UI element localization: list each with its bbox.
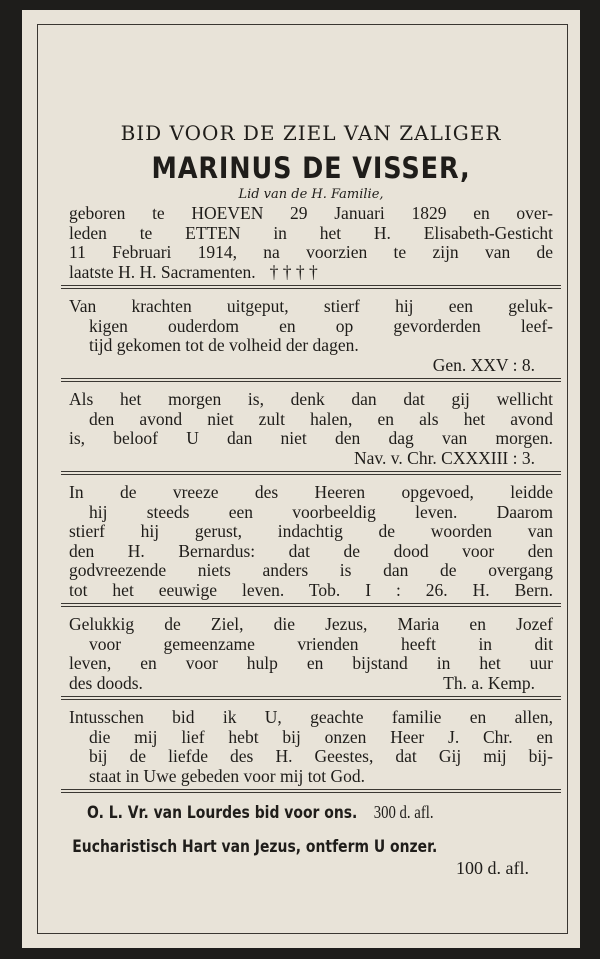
bio-line: laatste H. H. Sacramenten. (69, 261, 256, 282)
verse-line: die mij lief hebt bij onzen Heer J. Chr. en (89, 726, 553, 747)
crosses-decoration: † † † † (269, 261, 318, 282)
biography (69, 204, 553, 282)
prayer-lourdes (69, 801, 466, 824)
verse-line: is, beloof U dan niet den dag van morgen. (69, 428, 553, 448)
verse-line: tot het eeuwige leven. Tob. I : 26. H. Bern. (69, 579, 553, 600)
verse-reference: Nav. v. Chr. CXXXIII : 3. (354, 447, 535, 468)
verse-line: Intusschen bid ik U, geachte familie en allen, (69, 707, 553, 727)
verse-line: In de vreeze des Heeren opgevoed, leidde (69, 482, 553, 502)
heading: BID VOOR DE ZIEL VAN ZALIGER (120, 121, 502, 145)
prayer-card (22, 10, 580, 948)
verse-line: des doods. (69, 672, 143, 693)
divider (61, 471, 561, 475)
verse-line: stierf hij gerust, indachtig de woorden van (69, 521, 553, 541)
bio-line-last (69, 263, 553, 283)
deceased-name: MARINUS DE VISSER, (151, 151, 471, 185)
verse-line: Als het morgen is, denk dan dat gij wellicht (69, 389, 553, 409)
verse-line: godvreezende niets anders is dan de overgang (69, 560, 553, 580)
verse-line: kigen ouderdom en op gevorderden leef- (89, 315, 553, 336)
divider (61, 285, 561, 289)
verse-line: staat in Uwe gebeden voor mij tot God. (89, 765, 366, 786)
verse-1 (69, 297, 553, 375)
prayer-eucharist (69, 836, 466, 858)
divider (61, 603, 561, 607)
divider (61, 696, 561, 700)
verse-4 (69, 615, 553, 693)
verse-5 (69, 708, 553, 786)
divider (61, 789, 561, 793)
verse-reference: Gen. XXV : 8. (432, 354, 535, 375)
card-content (69, 120, 553, 879)
verse-line: tijd gekomen tot de volheid der dagen. (89, 335, 359, 355)
verse-line: bij de liefde des H. Geestes, dat Gij mij bij- (89, 746, 553, 766)
membership-line: Lid van de H. Familie, (238, 187, 384, 202)
verse-line: den avond niet zult halen, en als het avond (89, 408, 553, 429)
verse-last-line (69, 674, 553, 694)
verse-line: Van krachten uitgeput, stierf hij een geluk- (69, 296, 553, 316)
verse-reference: Th. a. Kemp. (443, 672, 535, 693)
verse-3 (69, 483, 553, 600)
indulgence: 100 d. afl. (456, 858, 529, 878)
verse-line: hij steeds een voorbeeldig leven. Daarom (89, 501, 553, 522)
bio-line: leden te ETTEN in het H. Elisabeth-Gesticht (69, 222, 553, 243)
verse-line: leven, en voor hulp en bijstand in het uur (69, 653, 553, 673)
bio-line: 11 Februari 1914, na voorzien te zijn van de (69, 242, 553, 262)
bio-line: geboren te HOEVEN 29 Januari 1829 en over- (69, 203, 553, 223)
divider (61, 378, 561, 382)
verse-line: voor gemeenzame vrienden heeft in dit (89, 633, 553, 654)
verse-2 (69, 390, 553, 468)
prayer-text: O. L. Vr. van Lourdes bid voor ons. (87, 803, 358, 823)
verse-line: Gelukkig de Ziel, die Jezus, Maria en Jozef (69, 614, 553, 634)
prayer-text: Eucharistisch Hart van Jezus, ontferm U onzer. (72, 837, 438, 857)
verse-line: den H. Bernardus: dat de dood voor den (69, 540, 553, 561)
indulgence: 300 d. afl. (373, 802, 434, 822)
